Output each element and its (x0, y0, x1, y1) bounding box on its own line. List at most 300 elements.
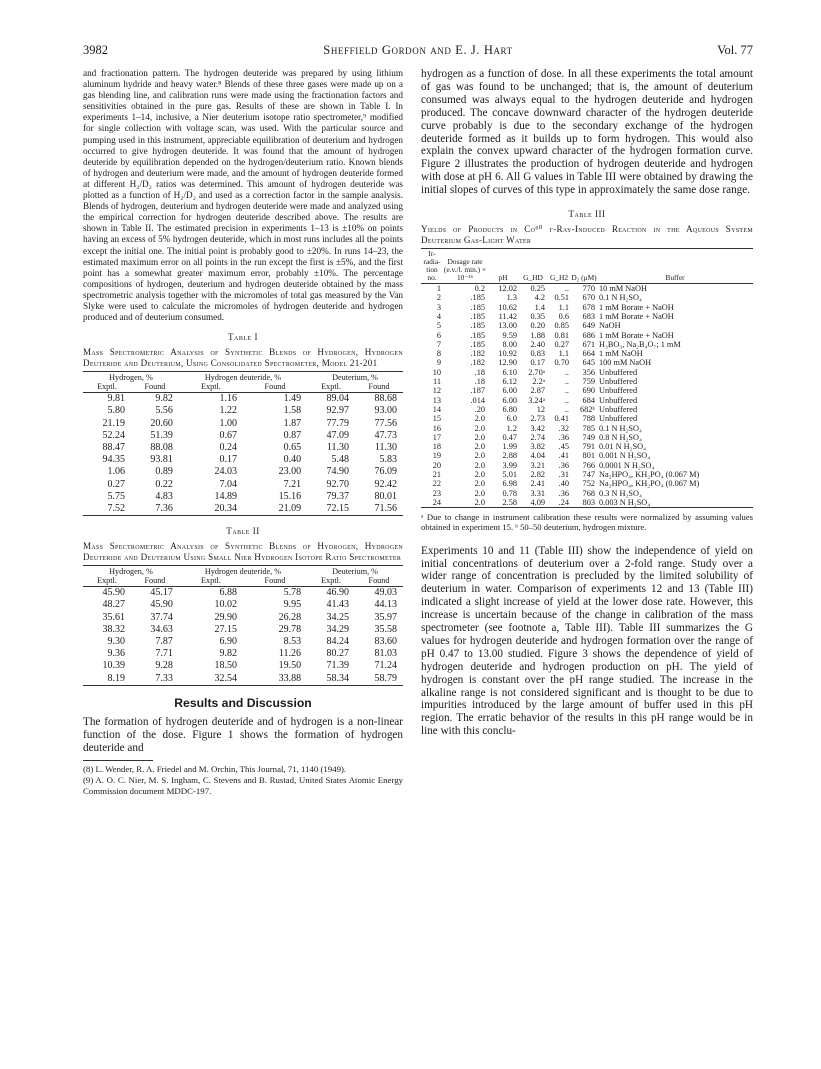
table3-cell: 0.51 (554, 293, 569, 303)
table1-cell: 88.68 (374, 393, 397, 405)
table2-cell: 34.63 (150, 623, 173, 635)
table3-cell: 5 (436, 321, 441, 331)
table3-cell: 766 (582, 460, 595, 470)
table3-header: D₂ (μM) (571, 249, 597, 284)
table2-group-header: Hydrogen, % (109, 567, 153, 577)
table2-cell: 6.90 (219, 636, 237, 647)
table1-cell: 0.40 (283, 454, 302, 466)
table3-cell: 3.42 (530, 423, 545, 433)
table1-cell: 88.08 (150, 441, 173, 453)
table1-group-header: Hydrogen, % (109, 373, 153, 383)
table1-cell: 74.90 (326, 466, 350, 478)
table2-cell: 18.50 (214, 660, 237, 672)
table3-cell: 0.003 N H₂SO₄ (599, 497, 651, 507)
table3-cell: 2.70ᵃ (528, 367, 545, 377)
table3-header: Buffer (597, 249, 753, 284)
table3-cell: .31 (558, 470, 569, 479)
dose-paragraph: hydrogen as a function of dose. In all these experiments the total amount of gas was found to be unchanged; that is, the amount of deuterium consumed was always equal to the hydrogen deuteride and hydrogen produced. The concave downward character of the hydrogen deuteride curve probably is due to the secondary exchange of the hydrogen deuteride formed as it builds up to form hydrogen. This would also explain the convex upward character of the hydrogen formation curve. Figure 2 illustrates the production of hydrogen deuteride and hydrogen with dose at pH 6. All G values in Table III were obtained by drawing the initial slopes of curves of this type in approximately the same dose range. (421, 68, 753, 197)
table3-cell: 17 (432, 432, 441, 442)
table1-cell: 1.22 (219, 405, 237, 417)
table2-cell: 71.24 (374, 660, 397, 672)
table1-sub-header: Exptl. (179, 382, 243, 393)
table1-cell: 14.89 (214, 490, 237, 502)
table3-row (421, 331, 753, 340)
table3-cell: .. (564, 367, 569, 377)
table3-cell: 6.98 (502, 479, 517, 489)
table1-cell: 1.87 (283, 417, 302, 429)
table3-row (421, 433, 753, 442)
table1-row (83, 479, 403, 491)
table3-row (421, 386, 753, 395)
table3-cell: Unbuffered (599, 404, 638, 414)
table2-cell: 11.26 (278, 648, 302, 660)
table1-row (83, 405, 403, 417)
table3-row (421, 451, 753, 460)
table3-cell: 683 (582, 311, 595, 321)
table2-cell: 9.28 (155, 660, 173, 672)
table3-cell: 0.17 (530, 358, 545, 368)
table3-cell: 4.04 (530, 451, 545, 461)
table1-row (83, 454, 403, 466)
table2-cell: 19.50 (278, 660, 302, 672)
table1-row (83, 418, 403, 430)
table1-cell: 5.48 (331, 454, 350, 466)
table1-cell: 0.24 (219, 441, 237, 453)
table3-cell: 18 (432, 442, 441, 452)
table3-cell: Unbuffered (599, 386, 638, 396)
table3-cell: H₃BO₃, Na₂B₄O₇; 1 mM (599, 339, 681, 349)
table3-row (421, 479, 753, 488)
table3-cell: 23 (432, 488, 441, 498)
table3-cell: 19 (432, 451, 441, 461)
table3-cell: .45 (558, 442, 569, 452)
table1-row (83, 442, 403, 454)
table3-caption: Yields of Products in Co⁶⁰ γ-Ray-Induced Reaction in the Aqueous System Deuterium Gas-Light Water (421, 224, 753, 246)
footnote-rule (83, 760, 153, 761)
table3-cell: .. (564, 386, 569, 396)
table3-row (421, 340, 753, 349)
table2-caption: Mass Spectrometric Analysis of Synthetic Blends of Hydrogen, Hydrogen Deuteride and Deuterium Using Small Nier Hydrogen Isotope Ratio Spectrometer (83, 541, 403, 563)
table3-cell: 0.41 (554, 414, 569, 424)
table2-cell: 46.90 (326, 587, 350, 599)
table3-cell: 1.99 (502, 442, 517, 452)
table3-cell: .182 (470, 358, 485, 368)
table3-row (421, 312, 753, 321)
table1-row (83, 466, 403, 478)
table1-cell: 71.56 (374, 502, 397, 514)
table3-cell: 3.82 (530, 442, 545, 452)
table1 (83, 371, 403, 516)
table2-cell: 83.60 (374, 636, 397, 647)
table3-cell: 0.6 (558, 311, 569, 321)
table3-cell: 2.40 (530, 339, 545, 349)
table2-cell: 8.19 (107, 672, 125, 684)
table3-cell: 682ᵇ (579, 404, 595, 414)
table3-cell: .187 (470, 386, 485, 396)
table3-cell: .18 (474, 377, 485, 387)
right-column (421, 68, 753, 738)
table3-cell: 684 (582, 395, 595, 405)
table3-cell: 2 (436, 293, 441, 303)
table3-row (421, 284, 753, 294)
table3-cell: 20 (432, 460, 441, 470)
table2-label: Table II (226, 526, 260, 537)
table3-cell: .32 (558, 423, 569, 433)
table3-cell: 9.59 (502, 330, 517, 340)
table2-cell: 10.02 (214, 599, 237, 611)
table3-cell: 770 (582, 284, 595, 294)
table3-cell: 6.0 (506, 414, 517, 424)
table3-cell: 5.01 (502, 470, 517, 479)
table1-cell: 92.42 (374, 478, 397, 490)
table3-cell: 803 (582, 497, 595, 507)
table1-cell: 11.30 (326, 441, 350, 453)
table3-cell: 3.31 (530, 488, 545, 498)
table3-cell: 1.1 (558, 349, 569, 359)
table2-cell: 10.39 (102, 660, 125, 672)
table2-cell: 29.90 (214, 611, 237, 623)
table1-cell: 72.15 (326, 502, 350, 514)
table2-cell: 5.78 (283, 587, 302, 599)
table2-sub-header: Exptl. (307, 576, 355, 587)
table3-header: G_H2 (547, 249, 571, 284)
table3-cell: 4.09 (530, 497, 545, 507)
table3-cell: 2.0 (474, 479, 485, 489)
table2-cell: 7.87 (155, 636, 173, 647)
table3-cell: 8.00 (502, 339, 517, 349)
table3-cell: 13 (432, 395, 441, 405)
table2-cell: 34.25 (326, 611, 350, 623)
table2-cell: 81.03 (374, 648, 397, 660)
table3-row (421, 470, 753, 479)
table3-cell: 2.0 (474, 423, 485, 433)
results-paragraph: The formation of hydrogen deuteride and of hydrogen is a non-linear function of the dose. Figure 1 shows the formation of hydrogen deuteride and (83, 715, 403, 754)
table1-cell: 23.00 (278, 466, 302, 478)
table1-cell: 89.04 (326, 393, 350, 405)
table3-row (421, 377, 753, 386)
table3-cell: 3 (436, 302, 441, 312)
table1-cell: 7.21 (283, 478, 302, 490)
table3-cell: Unbuffered (599, 414, 638, 424)
table3-cell: 3.21 (530, 460, 545, 470)
table3-cell: 11.42 (498, 311, 517, 321)
table3-cell: .185 (470, 321, 485, 331)
table3-header: pH (487, 249, 519, 284)
table2-cell: 45.90 (102, 587, 125, 599)
table1-cell: 7.52 (107, 502, 125, 514)
table2-cell: 9.95 (283, 599, 302, 611)
table3-cell: 15 (432, 414, 441, 424)
table3-cell: 8 (436, 349, 441, 359)
table1-cell: 0.87 (283, 429, 302, 441)
table2-cell: 84.24 (326, 636, 350, 647)
table1-cell: 1.06 (107, 466, 125, 478)
table1-group-header: Deuterium, % (332, 373, 378, 383)
table3-cell: 645 (582, 358, 595, 368)
table3-cell: .36 (558, 460, 569, 470)
table1-cell: 20.60 (150, 417, 173, 429)
table1-cell: 0.17 (219, 454, 237, 466)
table3-cell: 2.0 (474, 488, 485, 498)
table2-cell: 58.79 (374, 672, 397, 684)
table3-cell: 11 (433, 377, 441, 387)
table3-cell: 6.00 (502, 395, 517, 405)
table3-cell: .185 (470, 302, 485, 312)
table3-cell: 2.88 (502, 451, 517, 461)
table1-cell: 5.56 (155, 405, 173, 417)
table1-sub-header: Exptl. (83, 382, 131, 393)
table3-cell: 0.3 N H₂SO₄ (599, 488, 642, 498)
table3-cell: 0.25 (530, 284, 545, 294)
table3-cell: .185 (470, 330, 485, 340)
table1-cell: 1.16 (219, 393, 237, 405)
table3-cell: 6.10 (502, 367, 517, 377)
table2 (83, 565, 403, 686)
table3-label: Table III (568, 209, 606, 220)
table1-cell: 7.04 (219, 478, 237, 490)
table3-cell: 2.0 (474, 460, 485, 470)
table3-cell: Unbuffered (599, 377, 638, 387)
table3-cell: 752 (582, 479, 595, 489)
table3-cell: 0.0001 N H₂SO₄ (599, 460, 655, 470)
table3-cell: .185 (470, 311, 485, 321)
table3-row (421, 424, 753, 433)
table3-cell: .36 (558, 432, 569, 442)
table3-cell: 2.0 (474, 442, 485, 452)
table2-cell: 80.27 (326, 648, 350, 660)
table3-cell: 3.99 (502, 460, 517, 470)
table2-cell: 26.28 (278, 611, 302, 623)
table1-row (83, 430, 403, 442)
table3-cell: 0.1 N H₂SO₄ (599, 423, 642, 433)
table1-cell: 0.89 (155, 466, 173, 478)
table3-cell: 12.02 (498, 284, 517, 294)
table1-cell: 77.79 (326, 417, 350, 429)
table3-cell: .20 (474, 404, 485, 414)
table3-cell: 1.1 (558, 302, 569, 312)
table3-cell: 2.0 (474, 451, 485, 461)
table3-cell: 0.20 (530, 321, 545, 331)
table3-cell: 678 (582, 302, 595, 312)
table2-cell: 8.53 (283, 636, 302, 647)
table2-cell: 49.03 (374, 587, 397, 599)
table3-cell: 4.2 (534, 293, 545, 303)
table1-cell: 20.34 (214, 502, 237, 514)
table3-cell: 6 (436, 330, 441, 340)
table2-row (83, 612, 403, 624)
table2-row (83, 648, 403, 660)
table1-cell: 11.30 (374, 441, 397, 453)
table1-row (83, 491, 403, 503)
table3-row (421, 414, 753, 423)
table3-row (421, 321, 753, 330)
table3-cell: 2.82 (530, 470, 545, 479)
table1-sub-header: Found (131, 382, 179, 393)
table3-cell: 649 (582, 321, 595, 331)
table3-cell: 0.81 (554, 330, 569, 340)
table1-cell: 9.81 (107, 393, 125, 405)
table3-cell: 690 (582, 386, 595, 396)
table2-sub-header: Found (243, 576, 307, 587)
table3-row (421, 396, 753, 405)
table1-body (83, 393, 403, 516)
table1-cell: 5.80 (107, 405, 125, 417)
table1-cell: 92.70 (326, 478, 350, 490)
table3-cell: 100 mM NaOH (599, 358, 652, 368)
table2-sub-header: Exptl. (83, 576, 131, 587)
table3-cell: 2.0 (474, 470, 485, 479)
table2-cell: 9.30 (107, 636, 125, 647)
table3-header: G_HD (519, 249, 547, 284)
table1-cell: 0.22 (155, 478, 173, 490)
table1-sub-header: Found (243, 382, 307, 393)
table1-cell: 0.65 (283, 441, 302, 453)
table3-cell: 13.00 (498, 321, 517, 331)
table3-cell: 0.001 N H₂SO₄ (599, 451, 651, 461)
table3-row (421, 489, 753, 498)
table3-cell: .. (564, 377, 569, 387)
table1-cell: 0.67 (219, 429, 237, 441)
table2-group-header: Deuterium, % (332, 567, 378, 577)
table3-cell: 768 (582, 488, 595, 498)
table2-cell: 7.33 (155, 672, 173, 684)
table3-cell: 12 (432, 386, 441, 396)
table2-row (83, 660, 403, 672)
table2-group-header: Hydrogen deuteride, % (204, 567, 282, 577)
table1-caption: Mass Spectrometric Analysis of Synthetic Blends of Hydrogen, Hydrogen Deuteride and Deuterium, Using Consolidated Spectrometer, Model 21-201 (83, 347, 403, 369)
table2-cell: 6.88 (219, 587, 237, 599)
table2-row (83, 636, 403, 648)
table2-cell: 35.58 (374, 623, 397, 635)
table3-cell: 12 (536, 404, 545, 414)
table3-row (421, 442, 753, 451)
table3-cell: 671 (582, 339, 595, 349)
table3-cell: 0.35 (530, 311, 545, 321)
table3-cell: 6.80 (502, 404, 517, 414)
table3-cell: 356 (582, 367, 595, 377)
table3-cell: .185 (470, 339, 485, 349)
table3-cell: .. (564, 284, 569, 294)
table3-cell: Unbuffered (599, 367, 638, 377)
table2-sub-header: Found (355, 576, 403, 587)
table3-cell: 1.3 (506, 293, 517, 303)
table1-cell: 93.81 (150, 454, 173, 466)
table1-row (83, 393, 403, 406)
table3-header: Ir-radia-tion no. (421, 249, 443, 284)
table1-cell: 79.37 (326, 490, 350, 502)
table1-cell: 4.83 (155, 490, 173, 502)
table3-row (421, 349, 753, 358)
table3-cell: 16 (432, 423, 441, 433)
table2-cell: 38.32 (102, 623, 125, 635)
table3-cell: 785 (582, 423, 595, 433)
table1-cell: 5.83 (379, 454, 397, 466)
table3-cell: NaOH (599, 321, 621, 331)
table3-footnote: ᵃ Due to change in instrument calibration these results were normalized by assuming values obtained in experiment 15. ᵇ 50–50 deuterium, hydrogen mixture. (421, 512, 753, 533)
table1-group-header: Hydrogen deuteride, % (204, 373, 282, 383)
table3-row (421, 405, 753, 414)
table3-row (421, 358, 753, 367)
left-column (83, 68, 403, 797)
table3-cell: 0.2 (474, 284, 485, 294)
table3-cell: 9 (436, 358, 441, 368)
table1-cell: 77.56 (374, 417, 397, 429)
table3-cell: 4 (436, 311, 441, 321)
table3-cell: 0.83 (530, 349, 545, 359)
section-heading: Results and Discussion (174, 695, 312, 710)
table1-row (83, 503, 403, 516)
table3-cell: 801 (582, 451, 595, 461)
table1-sub-header: Found (355, 382, 403, 393)
table2-row (83, 673, 403, 686)
table3-cell: Na₂HPO₄, KH₂PO₄ (0.067 M) (599, 479, 700, 489)
table2-body (83, 587, 403, 686)
volume-label: Vol. 77 (717, 43, 753, 57)
table2-row (83, 587, 403, 600)
table1-sub-header: Exptl. (307, 382, 355, 393)
table3-cell: 6.12 (502, 377, 517, 387)
table3-cell: 0.78 (502, 488, 517, 498)
table1-cell: 9.82 (155, 393, 173, 405)
table1-cell: 92.97 (326, 405, 350, 417)
table2-cell: 35.61 (102, 611, 125, 623)
table3-cell: .182 (470, 349, 485, 359)
table3-cell: 2.0 (474, 414, 485, 424)
table3-header: Dosage rate (e.v./l. min.) × 10⁻¹⁶ (443, 249, 487, 284)
table1-cell: 47.73 (374, 429, 397, 441)
table3-cell: 2.73 (530, 414, 545, 424)
table3-cell: 0.47 (502, 432, 517, 442)
table1-cell: 5.75 (107, 490, 125, 502)
table3-body (421, 284, 753, 508)
table2-cell: 71.39 (326, 660, 350, 672)
table2-cell: 7.71 (155, 648, 173, 660)
table3-cell: 1.4 (534, 302, 545, 312)
table1-cell: 21.19 (102, 417, 125, 429)
table3-row (421, 368, 753, 377)
table3-cell: 0.27 (554, 339, 569, 349)
table2-cell: 9.36 (107, 648, 125, 660)
table3-cell: 1.88 (530, 330, 545, 340)
table3-cell: 2.0 (474, 497, 485, 507)
table3-cell: 21 (432, 470, 441, 479)
table2-row (83, 624, 403, 636)
table1-cell: 15.16 (278, 490, 302, 502)
table3-cell: 1 mM Borate + NaOH (599, 302, 674, 312)
table1-cell: 24.03 (214, 466, 237, 478)
table2-cell: 37.74 (150, 611, 173, 623)
table2-cell: 45.17 (150, 587, 173, 599)
table3-cell: 2.0 (474, 432, 485, 442)
table3-row (421, 293, 753, 302)
table2-cell: 32.54 (214, 672, 237, 684)
table3-cell: 747 (582, 470, 595, 479)
table3-cell: 664 (582, 349, 595, 359)
table2-cell: 45.90 (150, 599, 173, 611)
table3-cell: 7 (436, 339, 441, 349)
table1-cell: 93.00 (374, 405, 397, 417)
table3-row (421, 303, 753, 312)
table2-cell: 27.15 (214, 623, 237, 635)
table3-cell: 2.87 (530, 386, 545, 396)
table3-cell: 6.00 (502, 386, 517, 396)
table2-cell: 44.13 (374, 599, 397, 611)
table2-cell: 41.43 (326, 599, 350, 611)
table3-cell: 1 mM Borate + NaOH (599, 311, 674, 321)
table2-cell: 29.78 (278, 623, 302, 635)
table3-cell: 10 mM NaOH (599, 284, 647, 294)
table3-cell: 0.70 (554, 358, 569, 368)
